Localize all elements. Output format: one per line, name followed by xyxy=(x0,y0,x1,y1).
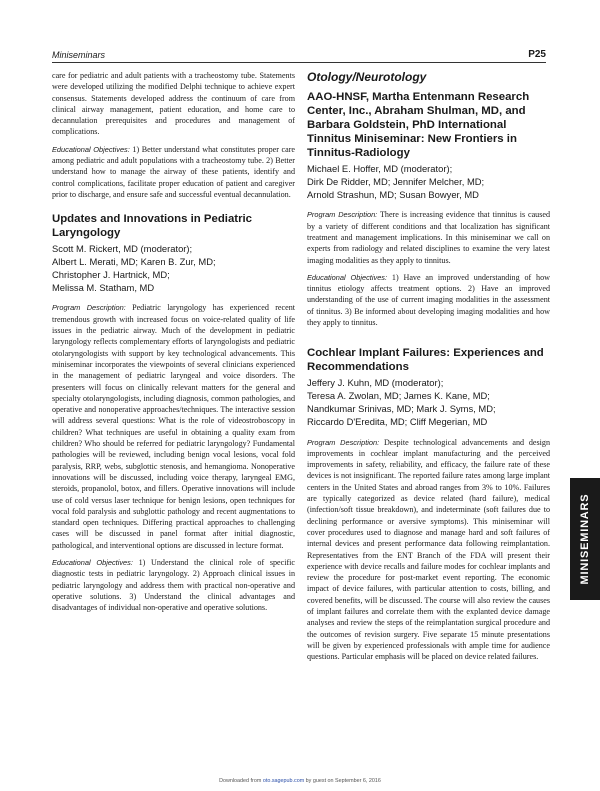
description-text: Pediatric laryngology has experienced recent tremendous growth with increased focus on voice-related quality of life issues in the pediatric airway. Much of the development in pediatric laryngology reflects complementary efforts of laryngologists and pediatric otolaryngologists with support by key technological advancements. This miniseminar incorporates the viewpoints of several clinicians experienced in the management of pediatric laryngeal and voice disorders. The presenters will focus on clinically relevant matters for the general and specialty otolaryngologists, including diagnosis, common pathologies, and operative and nonoperative approaches/techniques. The interactive session will address several questions: What is the role of videostroboscopy in children? What techniques are useful in obtaining a quality exam from children? Who should be referred for pediatric laryngology? Fundamental pathologies will be reviewed, including benign vocal lesions, vocal fold paralysis, RRP, webs, subglottic stenosis, and hemangioma. Nonoperative innovations will be discussed, including voice therapy, laryngeal EMG, steroids, propanolol, botox, and fillers. Operative innovations will include use of cold versus laser technique for benign lesions, open techniques for vocal fold paralysis and subglottic pathology and recent augmentations to standard open techniques. Differing practical approaches to challenging cases will be discussed in panel format after initial diagnostic, pathological, and interventional options are discussed in lecture format. xyxy=(52,303,295,550)
objectives-text: 1) Understand the clinical role of specific diagnostic tests in pediatric laryngology. 2) Approach clinical issues in pediatric laryngology and address them with practical non-operative and operative solutions. 3) Understand the clinical advantages and disadvantages of individual non-operative and operative solutions. xyxy=(52,557,295,613)
page-number: P25 xyxy=(528,49,546,60)
description-label: Program Description: xyxy=(52,303,126,313)
download-footer xyxy=(0,778,600,784)
objectives-text: 1) Better understand what constitutes proper care among pediatric and adult populations with a tracheostomy tube. 2) Better understand how to manage the airway of these patients, identify and control complications, facilitate proper education of patient and caregiver prior to discharge, and ensure safe and successful eventual decannulation. xyxy=(52,144,295,199)
author-list xyxy=(52,243,295,294)
objectives-label: Educational Objectives: xyxy=(52,557,133,567)
author-line: Arnold Strashun, MD; Susan Bowyer, MD xyxy=(307,188,479,200)
author-line: Melissa M. Statham, MD xyxy=(52,281,155,293)
left-column xyxy=(52,70,295,619)
author-line: Christopher J. Hartnick, MD; xyxy=(52,268,170,280)
educational-objectives xyxy=(52,557,295,613)
header-rule xyxy=(52,62,546,63)
section-title-pediatric-laryngology: Updates and Innovations in Pediatric Laryngology xyxy=(52,213,253,240)
program-description xyxy=(52,302,295,551)
objectives-label: Educational Objectives: xyxy=(307,272,388,282)
footer-suffix: by guest on September 6, 2016 xyxy=(304,778,381,784)
author-line: Albert L. Merati, MD; Karen B. Zur, MD; xyxy=(52,256,216,268)
objectives-label: Educational Objectives: xyxy=(52,144,130,154)
author-list xyxy=(307,377,550,428)
description-label: Program Description: xyxy=(307,210,378,220)
author-line: Jeffery J. Kuhn, MD (moderator); xyxy=(307,377,444,389)
section-title-tinnitus: AAO-HNSF, Martha Entenmann Research Center, Inc., Abraham Shulman, MD, and Barbara Goldstein, PhD International Tinnitus Miniseminar: New Frontiers in Tinnitus-Radiology xyxy=(307,91,530,159)
author-line: Teresa A. Zwolan, MD; James K. Kane, MD; xyxy=(307,390,490,402)
program-description xyxy=(307,437,550,663)
author-line: Michael E. Hoffer, MD (moderator); xyxy=(307,163,453,174)
author-line: Scott M. Rickert, MD (moderator); xyxy=(52,243,193,255)
intro-objectives xyxy=(52,144,295,200)
description-text: There is increasing evidence that tinnitus is caused by a variety of different conditions and that localization has significant treatment and management implications. In this miniseminar we call on experts from radiology and related disciplines to examine the very latest imaging modalities as they apply to tinnitus. xyxy=(307,210,551,265)
program-description xyxy=(307,209,550,265)
side-tab-label: MINISEMINARS xyxy=(579,493,591,585)
right-column xyxy=(307,70,550,668)
footer-prefix: Downloaded from xyxy=(219,778,263,784)
author-line: Dirk De Ridder, MD; Jennifer Melcher, MD; xyxy=(307,175,485,187)
section-title-cochlear-implant: Cochlear Implant Failures: Experiences and Recommendations xyxy=(307,347,544,374)
author-line: Riccardo D'Eredita, MD; Cliff Megerian, MD xyxy=(307,415,488,427)
running-header: Miniseminars xyxy=(52,50,106,60)
description-text: Despite technological advancements and design improvements in cochlear implant manufacturing and the perceived improvements in safety, reliability, and efficacy, the failure rate of these devices is not insignificant. The reported failure rates among large implant centers in the United States and abroad ranges from 3% to 10%. Failures are typically categorized as device related (hard failure), medical (infection/soft tissue breakdown), and indeterminate (soft failures due to declining performance or aversive symptoms). This miniseminar will cover procedures used to diagnose and manage hard and soft failures of internal devices and present performance data following reimplantation. Representatives from the ENT Branch of the FDA will present their experience with device recalls and failure modes for cochlear implants and review the procedure for post-market event reporting. The economic impact of device failures, with particular attention to costs, billing, and covered benefits, will be discussed. The course will also review the causes of implant failures and correlate them with the explanted device damage analyses and review the steps of the reimplantation surgical procedure and the outcomes of revision surgery. Five separate 15 minute presentations will be given by experienced professionals with ample time for audience questions. Particular emphasis will be placed on device related failures. xyxy=(307,437,550,662)
educational-objectives xyxy=(307,272,550,328)
intro-paragraph: care for pediatric and adult patients with a tracheostomy tube. Statements were developed utilizing the modified Delphi technique to achieve expert consensus. Statements developed address the continuum of care from clinical airway management, patient education, and home care to decannulation prerequisites and procedures and management of complications. xyxy=(52,71,295,137)
author-list xyxy=(307,163,550,201)
objectives-text: 1) Have an improved understanding of how tinnitus etiology affects treatment options. 2) Have an improved understanding of the use of current imaging modalities in the assessment of tinnitus. 3) Be informed about developing imaging modalities and how they apply to tinnitus. xyxy=(307,272,550,328)
author-line: Nandkumar Srinivas, MD; Mark J. Syms, MD; xyxy=(307,402,496,414)
category-heading: Otology/Neurotology xyxy=(307,70,427,84)
description-label: Program Description: xyxy=(307,437,380,447)
section-side-tab xyxy=(570,478,600,600)
footer-link[interactable]: oto.sagepub.com xyxy=(262,778,305,784)
